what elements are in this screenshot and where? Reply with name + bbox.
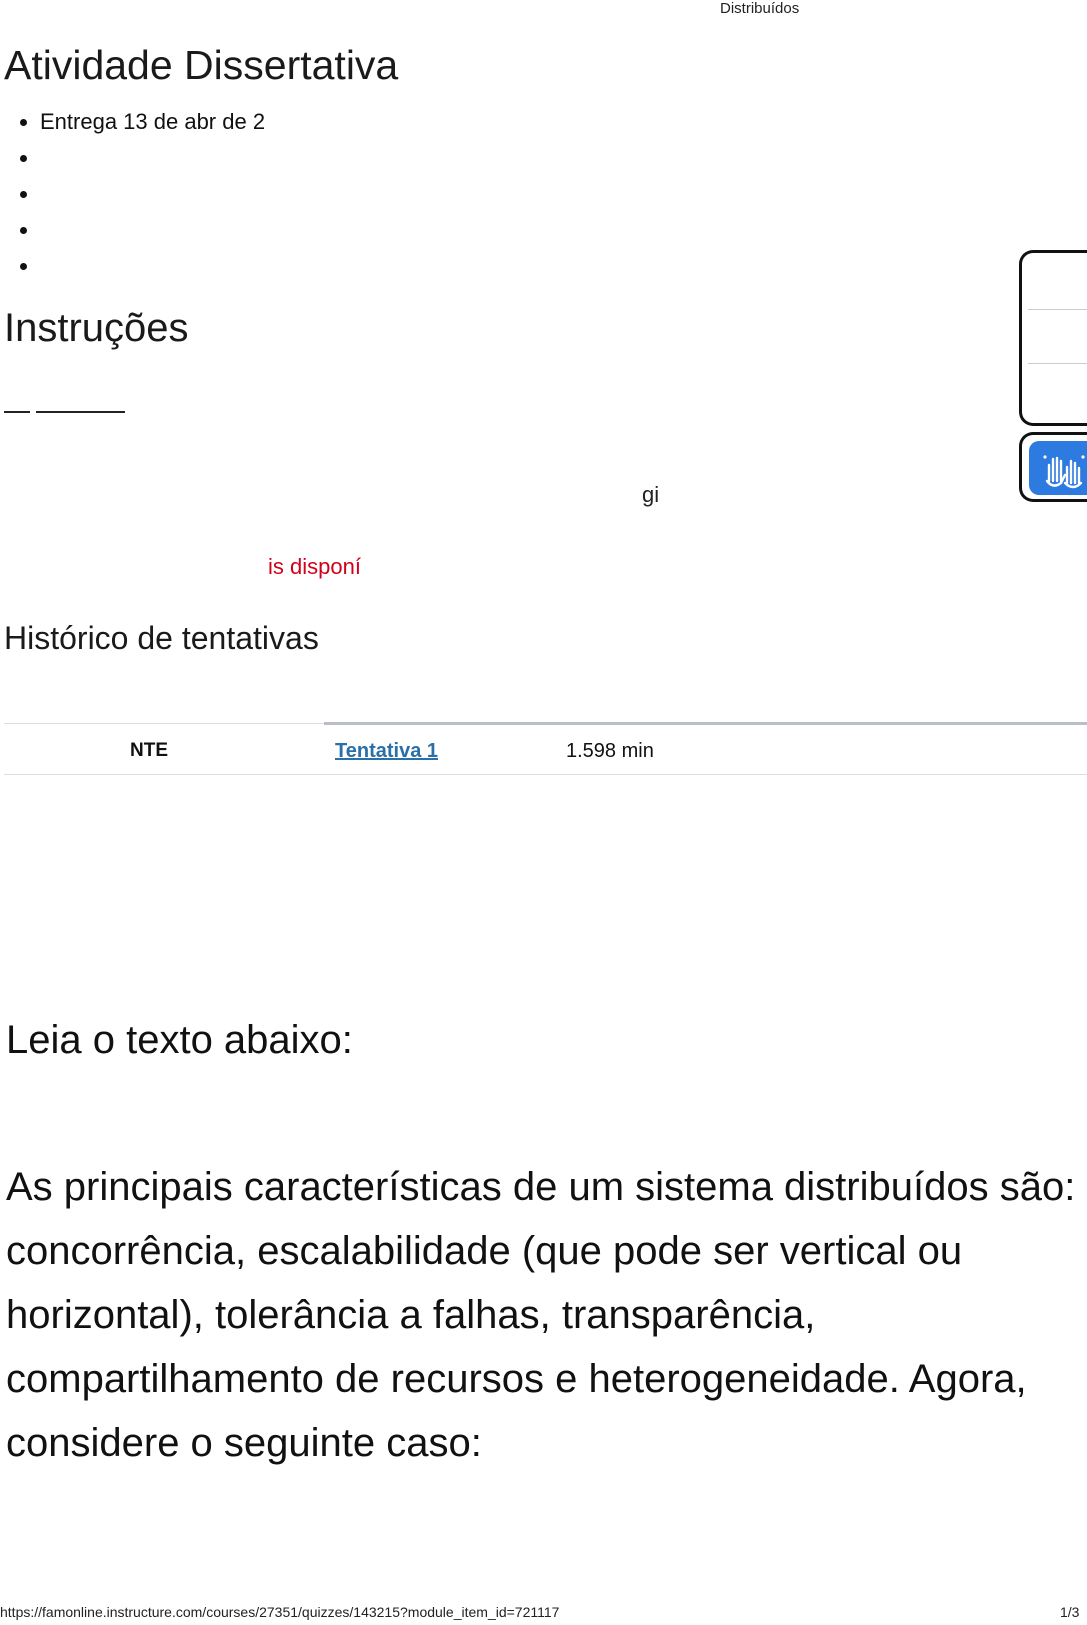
footer-page-number: 1/3 (1060, 1604, 1080, 1620)
quiz-detail-item (40, 212, 265, 248)
table-border (324, 722, 1087, 725)
accessibility-side-panel[interactable] (1019, 250, 1087, 426)
divider (1028, 363, 1087, 364)
sign-language-button[interactable] (1029, 441, 1087, 495)
sign-language-widget (1019, 432, 1087, 502)
table-cell-label: NTE (130, 740, 168, 761)
quiz-title: Atividade Dissertativa (4, 42, 399, 88)
availability-alert: is disponí (268, 554, 361, 579)
table-border (4, 723, 324, 724)
question-lead: Leia o texto abaixo: (6, 1018, 353, 1062)
print-header: Distribuídos (720, 0, 800, 17)
quiz-detail-item (40, 140, 265, 176)
table-border (4, 774, 1087, 775)
question-passage: As principais características de um sistema distribuídos são: concorrência, escalabilidade (que pode ser vertical ou horizontal), tolerância a falhas, transparência, compartilhamento de recursos e heterogeneidade. Agora, considere o seguinte caso: (6, 1165, 1076, 1465)
divider (4, 411, 30, 413)
attempt-link[interactable]: Tentativa 1 (335, 740, 438, 762)
divider (1028, 309, 1087, 310)
footer-url: https://famonline.instructure.com/courses/27351/quizzes/143215?module_item_id=721117 (0, 1604, 560, 1620)
hand-sign-language-icon (1029, 441, 1087, 495)
attempt-history-title: Histórico de tentativas (4, 620, 319, 656)
quiz-detail-due: • Entrega 13 de abr de 2 (40, 104, 265, 140)
instructions-title: Instruções (4, 306, 189, 350)
quiz-detail-item (40, 248, 265, 284)
quiz-details-list (20, 104, 265, 284)
table-cell-time: 1.598 min (566, 740, 654, 762)
divider (36, 411, 125, 413)
quiz-detail-item (40, 176, 265, 212)
instructions-fragment: gi (642, 482, 660, 507)
